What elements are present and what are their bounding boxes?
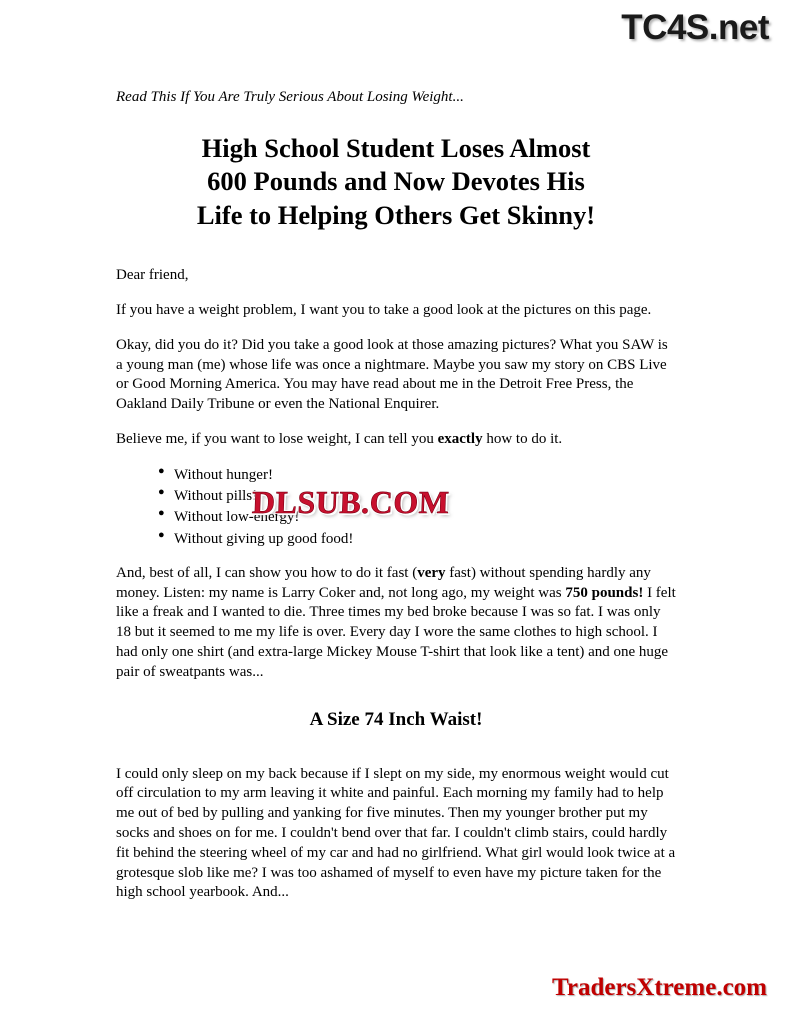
dlsub-watermark: DLSUB.COM bbox=[251, 484, 451, 520]
paragraph-3-part2: how to do it. bbox=[482, 430, 563, 447]
headline-line-3: Life to Helping Others Get Skinny! bbox=[196, 199, 596, 230]
paragraph-3-part1: Believe me, if you want to lose weight, I can tell you bbox=[116, 430, 438, 447]
headline-line-1: High School Student Loses Almost bbox=[201, 133, 591, 163]
salutation: Dear friend, bbox=[116, 267, 189, 284]
list-item: ● Without low-energy! bbox=[158, 507, 676, 528]
paragraph-5: I could only sleep on my back because if I slept on my side, my enormous weight would cut off circulation to my arm leaving it white and painful. Each morning my family had to help me out of bed by pulling and yanking for five minutes. Then my younger brother put my socks and shoes on for me. I couldn't bend over that far. I couldn't climb stairs, could hardly fit behind the steering wheel of my car and had no girlfriend. What girl would look twice at a grotesque slob like me? I was too ashamed of myself to even have my picture taken for the high school yearbook. And... bbox=[116, 765, 676, 901]
section-subheading: A Size 74 Inch Waist! bbox=[309, 708, 483, 730]
tc4s-logo: TC4S.net bbox=[621, 8, 769, 47]
paragraph-3 bbox=[116, 430, 676, 450]
paragraph-4-part3: I felt like a freak and I wanted to die. Three times my bed broke because I was so fat. I was only 18 but it seemed to me my life is over. Every day I wore the same clothes to high school. I had only one shirt (and extra-large Mickey Mouse T-shirt that look like a tent) and one huge pair of sweatpants was... bbox=[116, 584, 676, 680]
paragraph-4-part1: And, best of all, I can show you how to do it fast ( bbox=[116, 564, 418, 581]
paragraph-4-emphasis-very: very bbox=[417, 564, 446, 581]
paragraph-4-part2: fast) without spending hardly any money. Listen: my name is Larry Coker and, not long ago, my weight was bbox=[116, 564, 651, 601]
headline-line-2: 600 Pounds and Now Devotes His bbox=[207, 166, 585, 197]
paragraph-3-emphasis: exactly bbox=[437, 430, 483, 447]
paragraph-4 bbox=[116, 564, 676, 683]
page-title bbox=[116, 132, 676, 232]
list-item: ● Without pills! bbox=[158, 486, 676, 507]
kicker-text: Read This If You Are Truly Serious About Losing Weight... bbox=[116, 89, 464, 105]
tradersxtreme-logo: TradersXtreme.com bbox=[552, 974, 767, 1001]
paragraph-4-emphasis-weight: 750 pounds! bbox=[565, 584, 644, 601]
list-item: ● Without giving up good food! bbox=[158, 529, 676, 550]
paragraph-2: Okay, did you do it? Did you take a good look at those amazing pictures? What you SAW is a young man (me) whose life was once a nightmare. Maybe you saw my story on CBS Live or Good Morning America. You may have read about me in the Detroit Free Press, the Oakland Daily Tribune or even the National Enquirer. bbox=[116, 336, 668, 413]
paragraph-1: If you have a weight problem, I want you to take a good look at the pictures on this page. bbox=[116, 301, 652, 318]
list-item: ● Without hunger! bbox=[158, 465, 676, 486]
